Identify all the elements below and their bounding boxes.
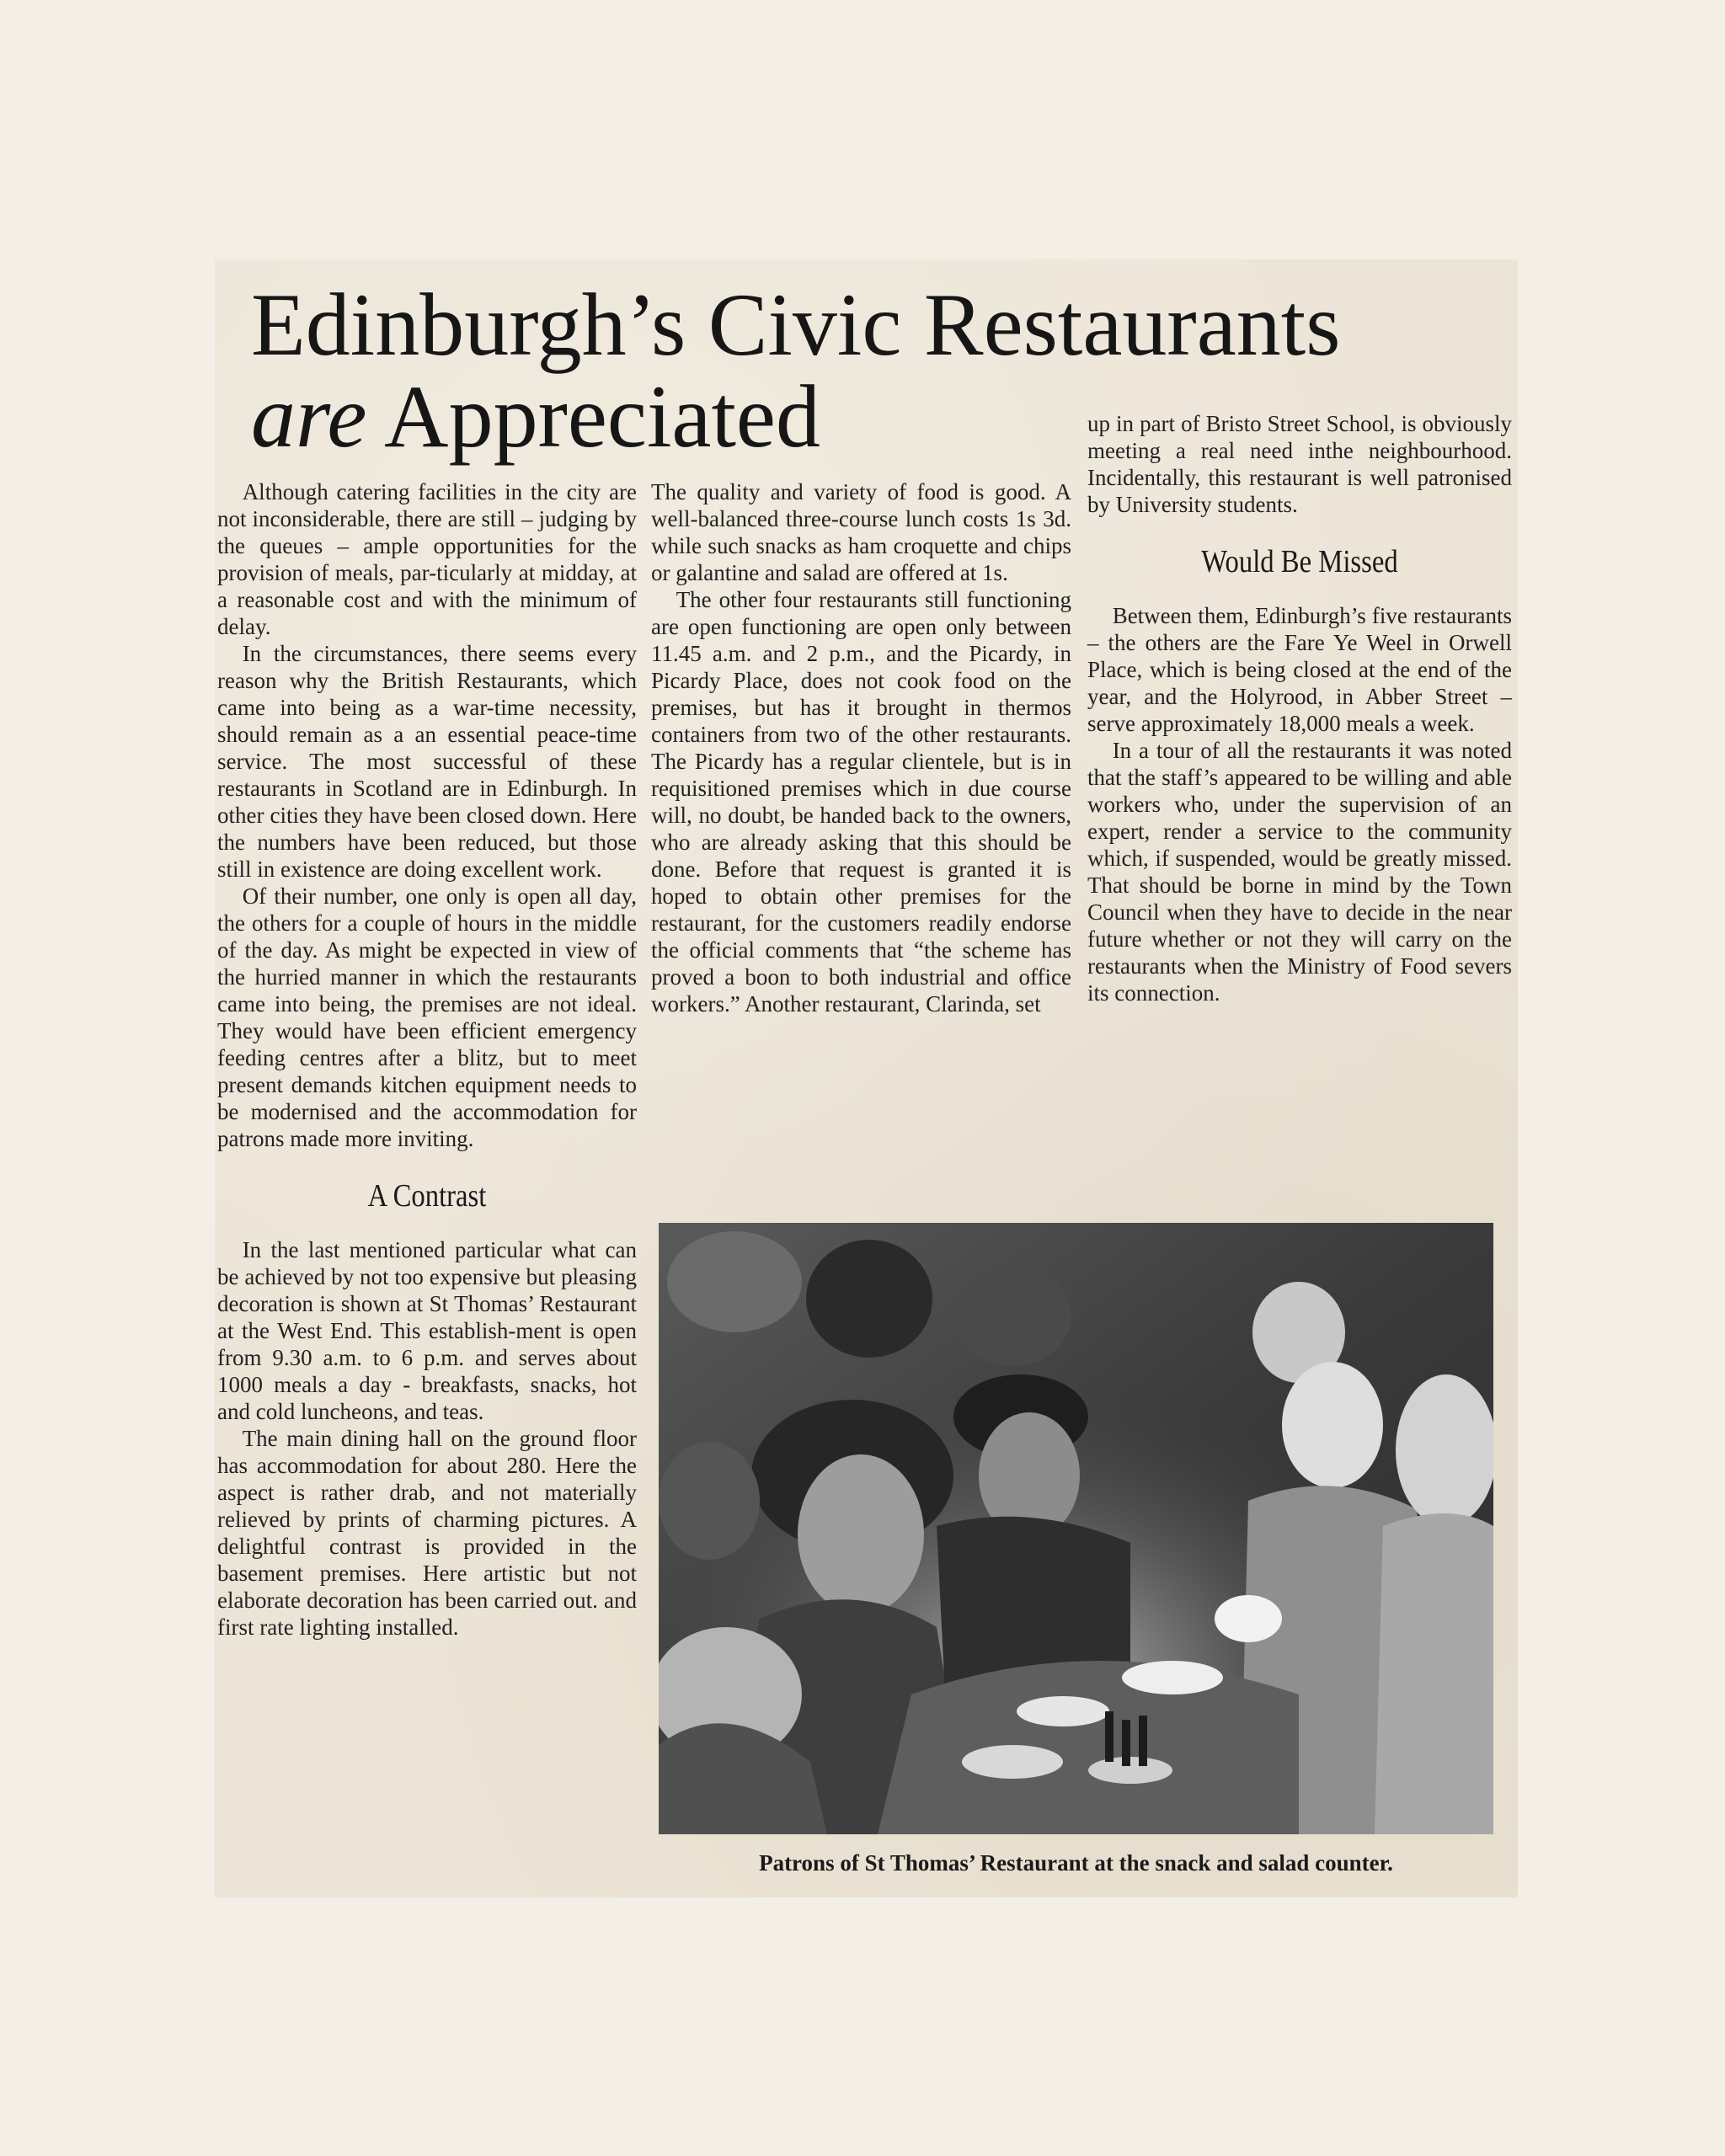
article-column-3 (1087, 410, 1512, 1006)
paragraph: Of their number, one only is open all day, the others for a couple of hours in the middle of the day. As might be expected in view of the hurried manner in which the restaurants came into being, the premises are not ideal. They would have been efficient emergency feeding centres after a blitz, but to meet present demands kitchen equipment needs to be modernised and the accommodation for patrons made more inviting. (217, 883, 637, 1151)
paragraph: The main dining hall on the ground floor has accommodation for about 280. Here the aspect is rather drab, and not materially relieved by prints of charming pictures. A delightful contrast is provided in the basement premises. Here artistic but not elaborate decoration has been carried out. and first rate lighting installed. (217, 1426, 637, 1640)
paragraph: The other four restaurants still functioning are open functioning are open only between 11.45 a.m. and 2 p.m., and the Picardy, in Picardy Place, does not cook food on the premises, but has it brought in thermos containers from two of the other restaurants. The Picardy has a regular clientele, but is in requisitioned premises which in due course will, no doubt, be handed back to the owners, who are already asking that this should be done. Before that request is granted it is hoped to obtain other premises for the restaurant, for the customers readily endorse the official comments that “the scheme has proved a boon to both industrial and office workers.” Another restaurant, Clarinda, set (651, 587, 1071, 1017)
article-column-2 (651, 478, 1071, 1017)
restaurant-photo (659, 1223, 1493, 1834)
headline-line-1: Edinburgh’s Civic Restaurants (251, 275, 1341, 374)
paragraph: up in part of Bristo Street School, is obviously meeting a real need inthe neighbourhood. Incidentally, this restaurant is well patronised by University students. (1087, 411, 1512, 517)
headline-line-2 (251, 367, 820, 466)
paragraph: In the circumstances, there seems every reason why the British Restaurants, which came into being as a war-time necessity, should remain as a an essential peace-time service. The most successful of these restaurants in Scotland are in Edinburgh. In other cities they have been closed down. Here the numbers have been reduced, but those still in existence are doing excellent work. (217, 641, 637, 882)
paragraph: In a tour of all the restaurants it was noted that the staff’s appeared to be willing and able workers who, under the supervision of an expert, render a service to the community which, if suspended, would be greatly missed. That should be borne in mind by the Town Council when they have to decide in the near future whether or not they will carry on the restaurants when the Ministry of Food severs its connection. (1087, 738, 1512, 1006)
headline-line-2-rest: Appreciated (366, 367, 820, 466)
paragraph: Although catering facilities in the city are not inconsiderable, there are still – judging by the queues – ample opportunities for the provision of meals, par-ticularly at midday, at a reasonable cost and with the minimum of delay. (217, 479, 637, 639)
paragraph: Between them, Edinburgh’s five restaurants – the others are the Fare Ye Weel in Orwell Place, which is being closed at the end of the year, and the Holyrood, in Abber Street – serve approximately 18,000 meals a week. (1087, 603, 1512, 736)
headline-emphasis: are (251, 367, 367, 466)
subheading-a-contrast: A Contrast (367, 1178, 487, 1214)
photo-illustration (659, 1223, 1493, 1834)
article-column-1 (217, 478, 637, 1641)
photo-caption: Patrons of St Thomas’ Restaurant at the snack and salad counter. (759, 1850, 1393, 1876)
paragraph: The quality and variety of food is good. A well-balanced three-course lunch costs 1s 3d. while such snacks as ham croquette and chips or galantine and salad are offered at 1s. (651, 479, 1071, 585)
paragraph: In the last mentioned particular what can be achieved by not too expensive but pleasing decoration is shown at St Thomas’ Restaurant at the West End. This establish-ment is open from 9.30 a.m. to 6 p.m. and serves about 1000 meals a day - breakfasts, snacks, hot and cold luncheons, and teas. (217, 1237, 637, 1424)
subheading-would-be-missed: Would Be Missed (1201, 544, 1398, 579)
